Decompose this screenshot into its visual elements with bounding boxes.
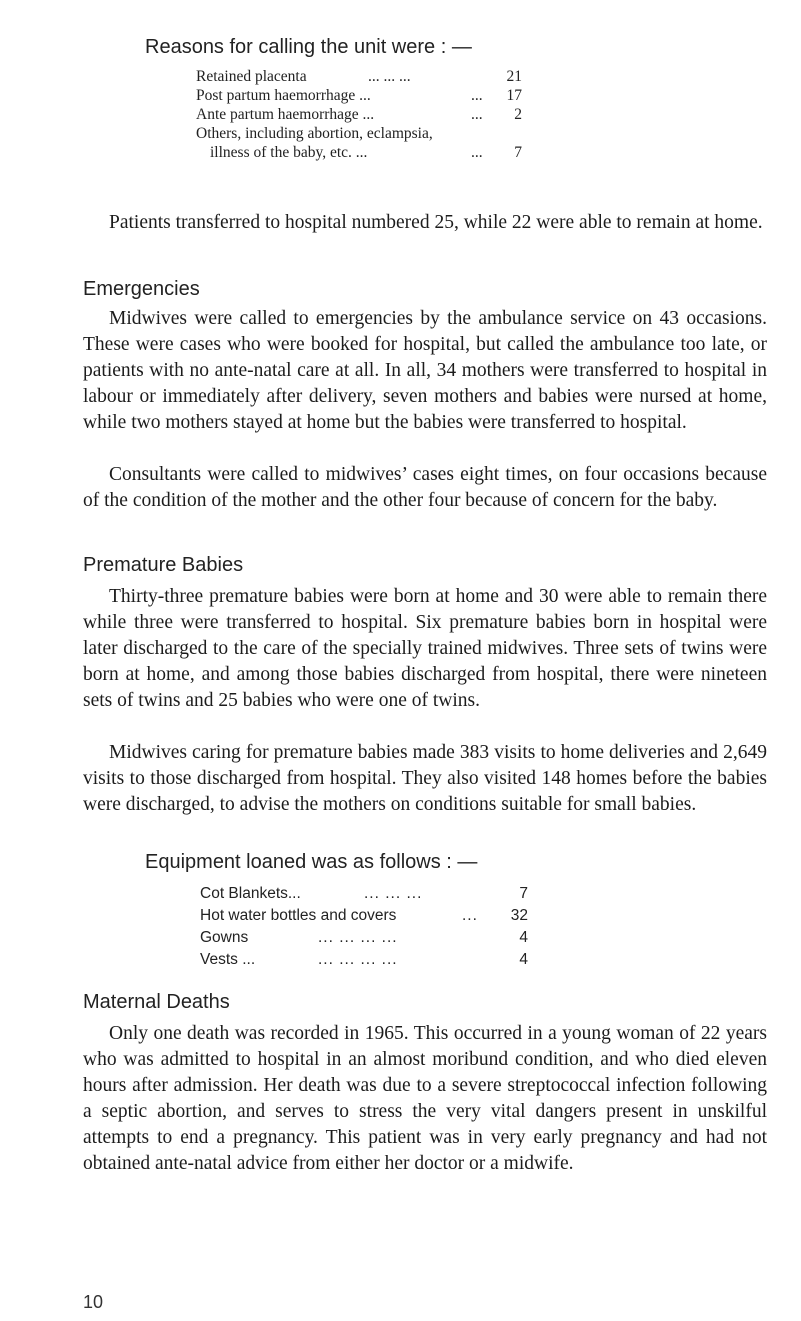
premature-heading: Premature Babies xyxy=(83,554,244,576)
emergencies-heading: Emergencies xyxy=(83,278,200,300)
premature-text-2: Midwives caring for premature babies made 383 visits to home deliveries and 2,649 visits to those discharged from hospital. They also visited 148 homes before the babies were discharged, to advise the mothers on conditions suitable for small babies. xyxy=(83,742,767,815)
row-label: Post partum haemorrhage ... xyxy=(196,87,371,104)
transfer-text: Patients transferred to hospital numbered 25, while 22 were able to remain at home. xyxy=(109,212,763,233)
row-label: Gowns xyxy=(200,929,249,946)
premature-paragraph-1 xyxy=(83,584,767,714)
row-leader: ... ... ... ... xyxy=(318,951,398,968)
row-value: 4 xyxy=(519,929,528,946)
table-row xyxy=(200,885,550,907)
maternal-text-1: Only one death was recorded in 1965. This occurred in a young woman of 22 years who was admitted to hospital in an almost moribund condition, and who died eleven hours after admission. Her death was due to a severe streptococcal infection following a septic abortion, and serves to stress the very vital dangers present in unskilful attempts to end a pregnancy. This patient was in very early pregnancy and had not obtained ante-natal advice from either her doctor or a midwife. xyxy=(83,1023,767,1174)
emergencies-paragraph-1 xyxy=(83,306,767,436)
table-row xyxy=(200,929,550,951)
row-value: 4 xyxy=(519,951,528,968)
row-value: 32 xyxy=(510,907,528,924)
row-label: Hot water bottles and covers xyxy=(200,907,397,924)
row-leader: ... ... ... xyxy=(364,885,423,902)
table-row xyxy=(200,951,550,973)
table-row xyxy=(200,907,550,929)
table-row xyxy=(196,87,546,106)
table-row xyxy=(196,125,546,144)
maternal-paragraph-1 xyxy=(83,1021,767,1177)
premature-paragraph-2 xyxy=(83,740,767,818)
row-value: 17 xyxy=(506,87,522,104)
row-leader: ... xyxy=(462,907,478,924)
transfer-paragraph xyxy=(83,210,767,236)
row-leader: ... ... ... xyxy=(368,68,411,85)
row-value: 2 xyxy=(514,106,522,123)
premature-text-1: Thirty-three premature babies were born at home and 30 were able to remain there while three were transferred to hospital. Six premature babies born in hospital were later discharged to the care of the specially trained midwives. Three sets of twins were born at home, and among those babies discharged from hospital, there were nineteen sets of twins and 25 babies who were one of twins. xyxy=(83,586,767,711)
row-leader: ... ... ... ... xyxy=(318,929,398,946)
row-label: Vests ... xyxy=(200,951,256,968)
row-leader: ... xyxy=(471,144,483,161)
table-row xyxy=(196,106,546,125)
row-value: 21 xyxy=(506,68,522,85)
row-label: Retained placenta xyxy=(196,68,307,85)
row-value: 7 xyxy=(519,885,528,902)
row-label: Others, including abortion, eclampsia, xyxy=(196,125,433,142)
equipment-table xyxy=(200,885,550,973)
row-leader: ... xyxy=(471,87,483,104)
table-row xyxy=(196,144,546,163)
row-label: Cot Blankets... xyxy=(200,885,301,902)
emergencies-text-1: Midwives were called to emergencies by the ambulance service on 43 occasions. These were cases who were booked for hospital, but called the ambulance too late, or patients with no ante-natal care at all. In all, 34 mothers were transferred to hospital in labour or immediately after delivery, seven mothers and babies were nursed at home, while two mothers stayed at home but the babies were transferred to hospital. xyxy=(83,308,767,433)
row-value: 7 xyxy=(514,144,522,161)
table-row xyxy=(196,68,546,87)
emergencies-text-2: Consultants were called to midwives’ cases eight times, on four occasions because of the condition of the mother and the other four because of concern for the baby. xyxy=(83,464,767,511)
equipment-intro: Equipment loaned was as follows : — xyxy=(145,851,478,873)
row-leader: ... xyxy=(471,106,483,123)
reasons-heading: Reasons for calling the unit were : — xyxy=(145,36,472,58)
emergencies-paragraph-2 xyxy=(83,462,767,514)
row-label: illness of the baby, etc. ... xyxy=(210,144,368,161)
reasons-table xyxy=(196,68,546,163)
row-label: Ante partum haemorrhage ... xyxy=(196,106,375,123)
page-number: 10 xyxy=(83,1292,104,1312)
maternal-heading: Maternal Deaths xyxy=(83,991,230,1013)
